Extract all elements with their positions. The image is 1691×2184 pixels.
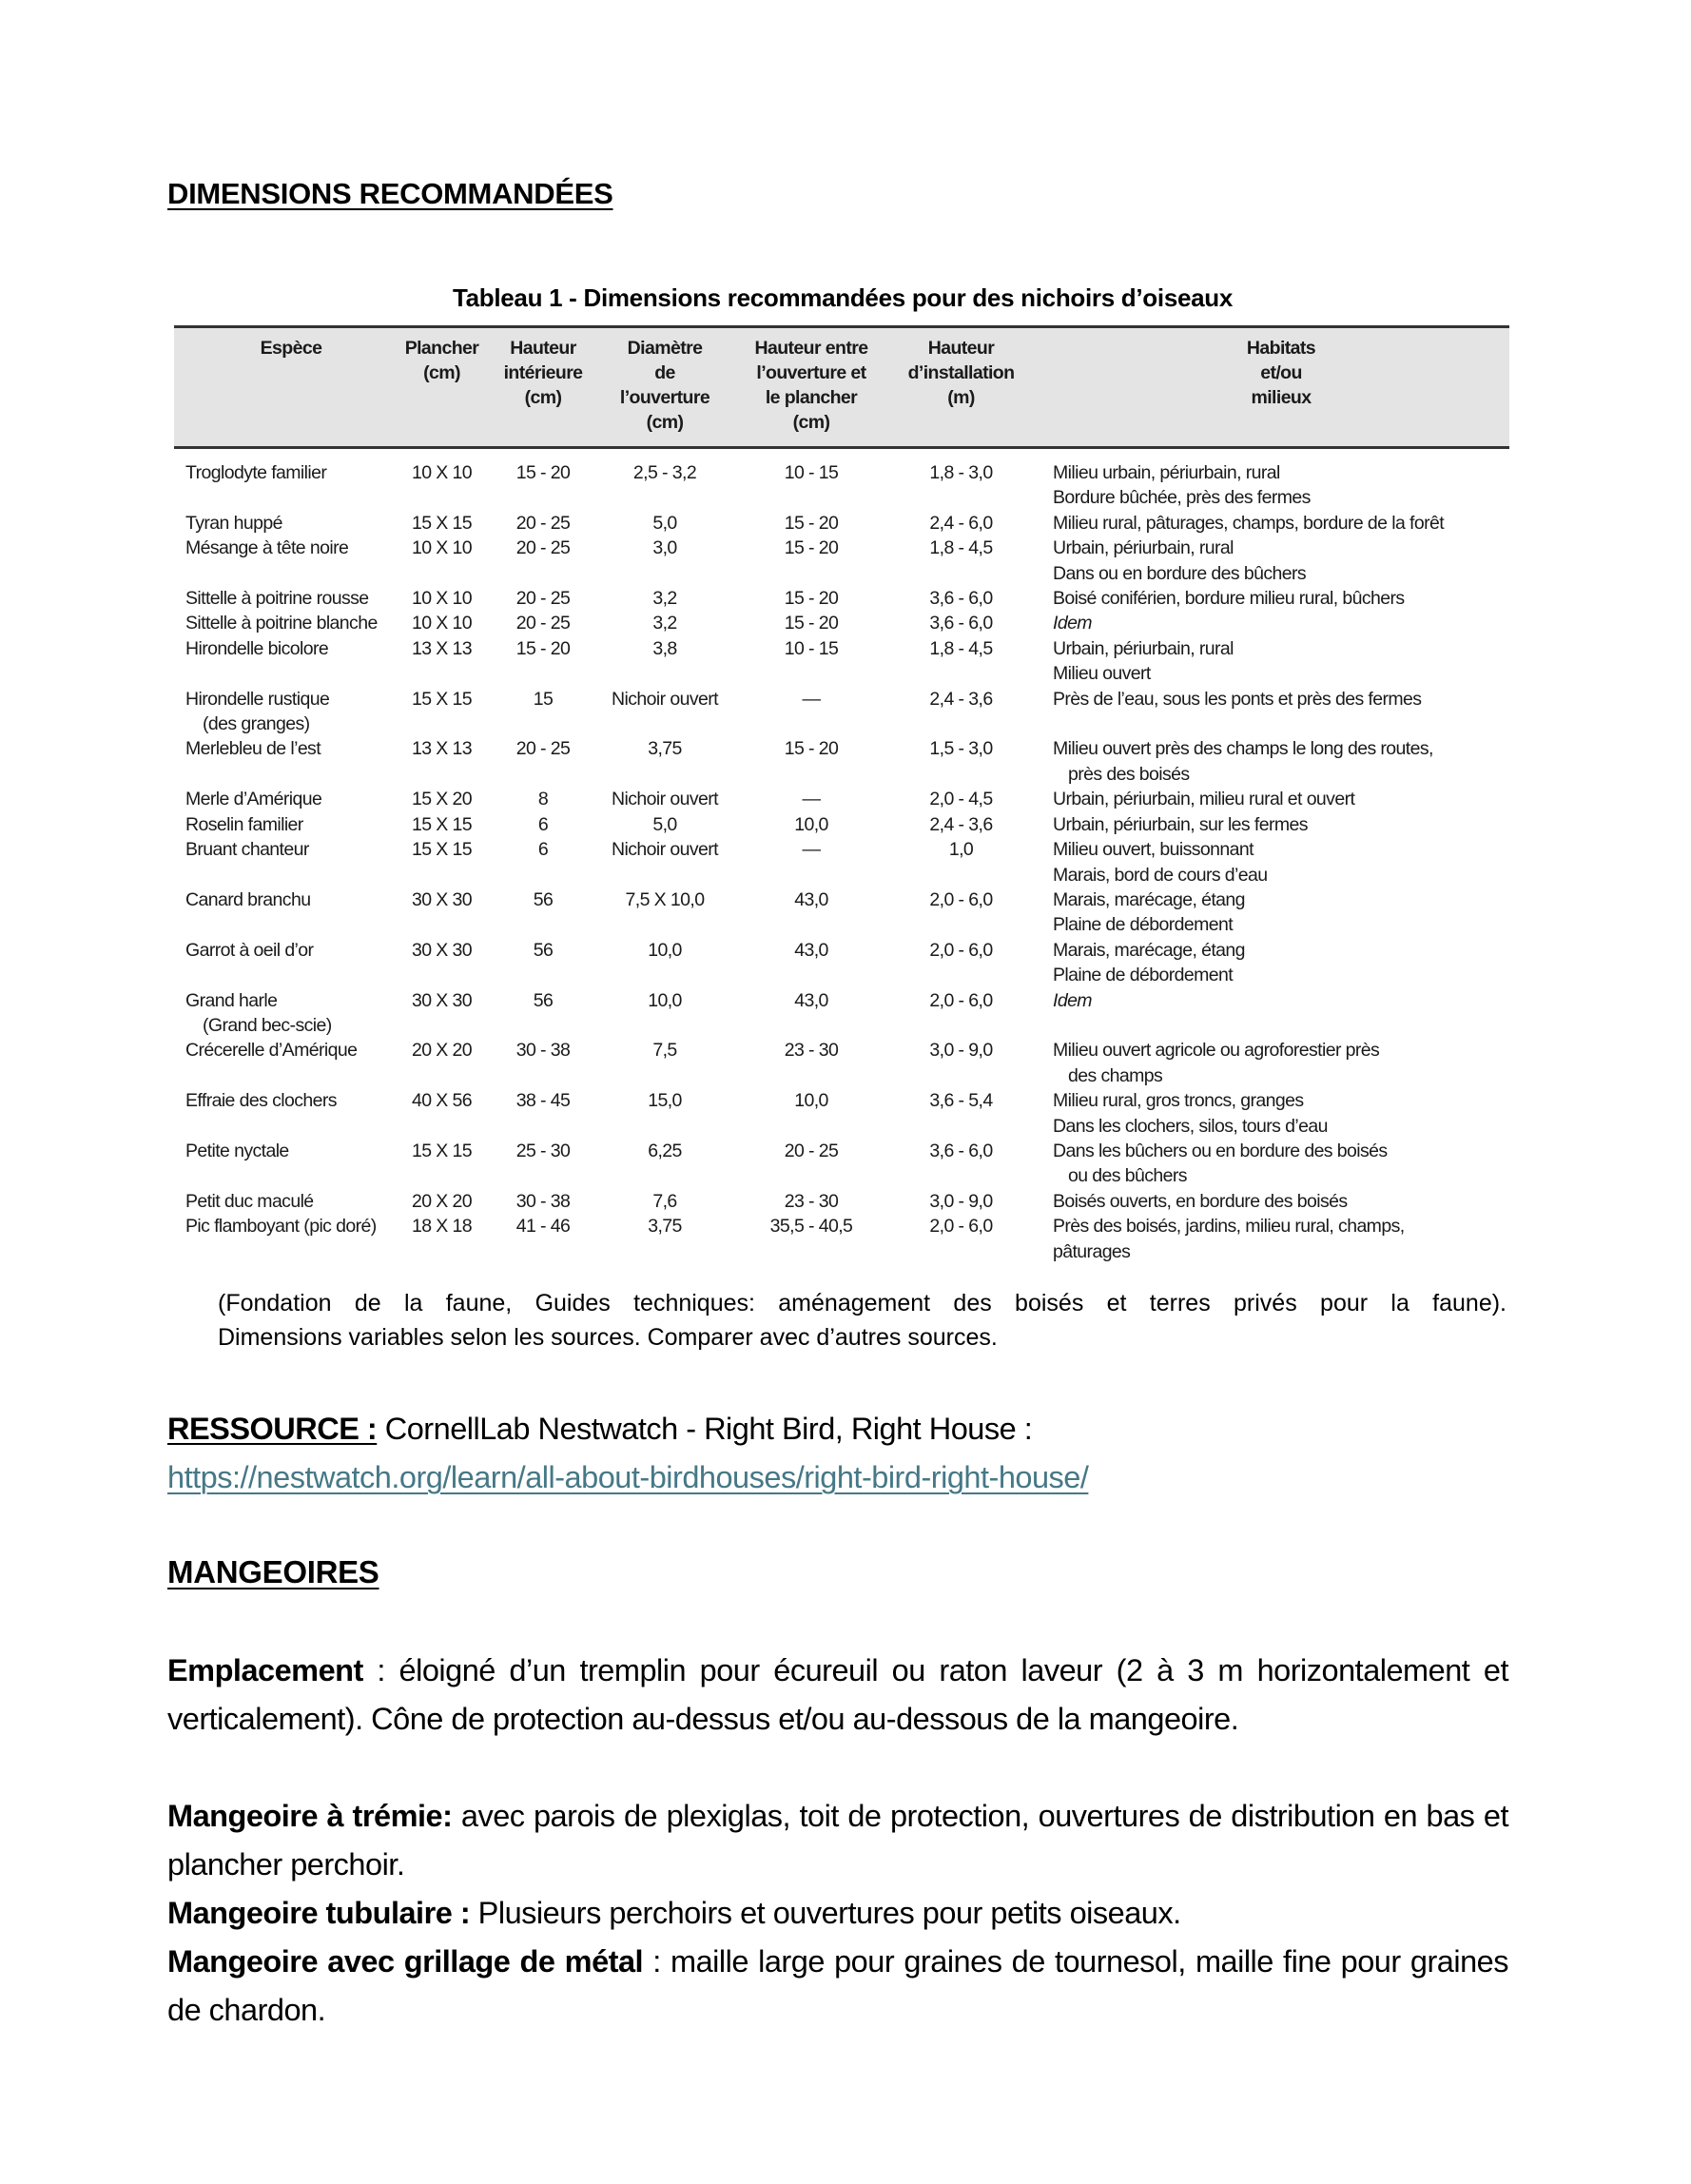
cell-habitat — [1030, 1139, 1509, 1189]
cell-habitat — [1030, 511, 1509, 536]
habitat-line: Idem — [1053, 989, 1092, 1011]
cell-install-height: 1,8 - 3,0 — [929, 462, 993, 483]
resource-paragraph — [167, 1405, 1508, 1502]
header-line: de — [654, 362, 675, 383]
caption-source: (Fondation de la faune, Guides techniques: aménagement des boisés et terres privés pour la faune). — [218, 1290, 1506, 1316]
cell-habitat — [1030, 636, 1509, 687]
header-line: l’ouverture et — [756, 362, 866, 383]
table-row — [174, 736, 1509, 787]
cell-inner-height: 30 - 38 — [515, 1190, 571, 1212]
cell-inner-height: 20 - 25 — [515, 738, 571, 760]
cell-habitat — [1030, 812, 1509, 837]
table-row — [174, 536, 1509, 586]
cell-install-height: 2,0 - 4,5 — [929, 789, 993, 810]
cell-floor: 15 X 15 — [411, 1140, 473, 1161]
cell-install-height: 3,0 - 9,0 — [929, 1040, 993, 1062]
species-name: Grand harle — [185, 989, 278, 1011]
habitat-line: ou des bûchers — [1068, 1165, 1187, 1187]
cell-species — [174, 988, 397, 1039]
col-header-floor — [397, 327, 487, 448]
cell-install-height: 2,0 - 6,0 — [929, 939, 993, 961]
resource-label: RESSOURCE : — [167, 1412, 378, 1446]
habitat-line: Près des boisés, jardins, milieu rural, champs, — [1053, 1216, 1405, 1238]
cell-inner-height: 6 — [537, 813, 549, 835]
habitat-line: Près de l’eau, sous les ponts et près des fermes — [1053, 688, 1422, 710]
cell-habitat — [1030, 887, 1509, 938]
cell-opening-diameter: 7,6 — [652, 1190, 677, 1212]
species-name: Troglodyte familier — [185, 462, 327, 483]
table-row — [174, 787, 1509, 811]
cell-habitat — [1030, 448, 1509, 511]
cell-opening-to-floor: 15 - 20 — [784, 537, 839, 559]
heading-mangeoires: MANGEOIRES — [167, 1554, 379, 1589]
cell-inner-height: 20 - 25 — [515, 512, 571, 534]
species-alt-name: (Grand bec-scie) — [203, 1014, 332, 1036]
habitat-line: Urbain, périurbain, sur les fermes — [1053, 813, 1308, 835]
cell-opening-to-floor: 15 - 20 — [784, 588, 839, 610]
feeder-mesh-label: Mangeoire avec grillage de métal — [167, 1944, 644, 1979]
cell-install-height: 1,5 - 3,0 — [929, 738, 993, 760]
habitat-line: Dans ou en bordure des bûchers — [1053, 562, 1307, 584]
cell-install-height: 2,0 - 6,0 — [929, 888, 993, 910]
table-row — [174, 586, 1509, 611]
cell-opening-diameter: 3,75 — [648, 1216, 682, 1238]
species-name: Garrot à oeil d’or — [185, 939, 314, 961]
table-row — [174, 1139, 1509, 1189]
cell-floor: 15 X 15 — [411, 688, 473, 710]
cell-opening-diameter: 10,0 — [648, 939, 682, 961]
cell-floor: 15 X 15 — [411, 813, 473, 835]
habitat-line: pâturages — [1053, 1240, 1131, 1262]
habitat-line: Dans les clochers, silos, tours d’eau — [1053, 1115, 1328, 1137]
cell-floor: 13 X 13 — [411, 637, 473, 659]
cell-install-height: 3,6 - 6,0 — [929, 1140, 993, 1161]
header-line: (cm) — [646, 412, 684, 433]
col-header-opening-to-floor — [730, 327, 892, 448]
cell-opening-diameter: 3,75 — [648, 738, 682, 760]
cell-floor: 10 X 10 — [411, 537, 473, 559]
cell-install-height: 1,0 — [948, 839, 974, 861]
feeder-mesh — [167, 1938, 1508, 2035]
feeder-mesh-text: : maille large pour graines de tournesol, maille fine pour graines de chardon. — [167, 1944, 1509, 2027]
cell-species — [174, 687, 397, 737]
habitat-line: Idem — [1053, 613, 1092, 634]
cell-opening-to-floor: 15 - 20 — [784, 613, 839, 634]
table-row — [174, 1038, 1509, 1088]
cell-opening-diameter: 2,5 - 3,2 — [632, 462, 697, 483]
emplacement-label: Emplacement — [167, 1653, 363, 1687]
cell-habitat — [1030, 988, 1509, 1039]
habitat-line: Boisés ouverts, en bordure des boisés — [1053, 1190, 1348, 1212]
cell-inner-height: 15 - 20 — [515, 462, 571, 483]
species-name: Pic flamboyant (pic doré) — [185, 1216, 377, 1238]
header-line: le plancher — [765, 387, 858, 408]
cell-opening-diameter: 3,2 — [652, 613, 677, 634]
cell-inner-height: 20 - 25 — [515, 537, 571, 559]
cell-species — [174, 938, 397, 988]
table-caption — [218, 1286, 1506, 1355]
resource-text: CornellLab Nestwatch - Right Bird, Right House : — [377, 1412, 1033, 1446]
cell-opening-to-floor: 15 - 20 — [784, 738, 839, 760]
col-header-install-height — [892, 327, 1030, 448]
habitat-line: Marais, bord de cours d’eau — [1053, 864, 1268, 886]
cell-habitat — [1030, 837, 1509, 887]
cell-inner-height: 8 — [537, 789, 549, 810]
cell-habitat — [1030, 736, 1509, 787]
habitat-line: Marais, marécage, étang — [1053, 939, 1245, 961]
col-header-opening-diameter — [599, 327, 730, 448]
table-row — [174, 611, 1509, 635]
col-header-inner-height — [487, 327, 599, 448]
species-name: Hirondelle rustique — [185, 688, 330, 710]
table-row — [174, 511, 1509, 536]
habitat-line: Bordure bûchée, près des fermes — [1053, 487, 1311, 509]
cell-floor: 10 X 10 — [411, 613, 473, 634]
cell-floor: 20 X 20 — [411, 1040, 473, 1062]
col-header-habitat — [1030, 327, 1509, 448]
header-line: Hauteur entre — [754, 338, 868, 359]
cell-inner-height: 20 - 25 — [515, 588, 571, 610]
cell-install-height: 3,6 - 6,0 — [929, 588, 993, 610]
species-name: Tyran huppé — [185, 512, 282, 534]
header-line: milieux — [1251, 387, 1312, 408]
cell-habitat — [1030, 1189, 1509, 1214]
feeder-types — [167, 1792, 1508, 2035]
header-line: (m) — [947, 387, 975, 408]
cell-floor: 10 X 10 — [411, 588, 473, 610]
cell-install-height: 3,6 - 5,4 — [929, 1090, 993, 1112]
header-line: Espèce — [260, 338, 322, 359]
cell-habitat — [1030, 586, 1509, 611]
species-name: Merle d’Amérique — [185, 789, 322, 810]
habitat-line: Milieu urbain, périurbain, rural — [1053, 462, 1280, 483]
cell-floor: 15 X 15 — [411, 512, 473, 534]
feeder-hopper-text: avec parois de plexiglas, toit de protection, ouvertures de distribution en bas et plancher perchoir. — [167, 1799, 1508, 1882]
table-row — [174, 687, 1509, 737]
habitat-line: Milieu ouvert agricole ou agroforestier près — [1053, 1040, 1380, 1062]
habitat-line: Milieu ouvert — [1053, 663, 1151, 685]
habitat-line: Milieu ouvert, buissonnant — [1053, 839, 1254, 861]
emplacement-text: : éloigné d’un tremplin pour écureuil ou raton laveur (2 à 3 m horizontalement et verticalement). Cône de protection au-dessus et/ou au-dessous de la mangeoire. — [167, 1653, 1508, 1736]
cell-floor: 20 X 20 — [411, 1190, 473, 1212]
col-header-species — [174, 327, 397, 448]
table-body — [174, 448, 1509, 1265]
feeder-tube-label: Mangeoire tubulaire : — [167, 1896, 471, 1930]
cell-opening-to-floor: 35,5 - 40,5 — [769, 1216, 853, 1238]
cell-inner-height: 56 — [533, 939, 554, 961]
habitat-line: Milieu rural, pâturages, champs, bordure de la forêt — [1053, 512, 1445, 534]
cell-opening-diameter: Nichoir ouvert — [612, 789, 718, 810]
species-name: Petite nyctale — [185, 1140, 289, 1161]
species-name: Effraie des clochers — [185, 1090, 337, 1112]
cell-floor: 30 X 30 — [411, 989, 473, 1011]
cell-opening-to-floor: 23 - 30 — [784, 1190, 839, 1212]
header-line: Diamètre — [627, 338, 703, 359]
habitat-line: Urbain, périurbain, rural — [1053, 537, 1234, 559]
cell-opening-diameter: 5,0 — [652, 813, 677, 835]
cell-habitat — [1030, 611, 1509, 635]
table-row — [174, 1189, 1509, 1214]
cell-install-height: 2,0 - 6,0 — [929, 989, 993, 1011]
cell-inner-height: 38 - 45 — [515, 1090, 571, 1112]
table-row — [174, 448, 1509, 511]
cell-species — [174, 511, 397, 536]
header-line: Plancher — [404, 338, 479, 359]
habitat-line: Milieu rural, gros troncs, granges — [1053, 1090, 1304, 1112]
species-name: Hirondelle bicolore — [185, 637, 329, 659]
cell-floor: 30 X 30 — [411, 939, 473, 961]
cell-floor: 15 X 20 — [411, 789, 473, 810]
cell-habitat — [1030, 1214, 1509, 1264]
cell-opening-to-floor: 43,0 — [794, 989, 828, 1011]
cell-species — [174, 536, 397, 586]
species-name: Bruant chanteur — [185, 839, 309, 861]
header-line: Habitats — [1246, 338, 1316, 359]
cell-inner-height: 56 — [533, 888, 554, 910]
species-name: Canard branchu — [185, 888, 311, 910]
cell-floor: 18 X 18 — [411, 1216, 473, 1238]
habitat-line: Plaine de débordement — [1053, 965, 1234, 986]
cell-opening-diameter: 3,2 — [652, 588, 677, 610]
cell-opening-to-floor: 10 - 15 — [784, 637, 839, 659]
table-row — [174, 837, 1509, 887]
cell-opening-to-floor: — — [802, 688, 821, 710]
feeder-hopper — [167, 1792, 1508, 1889]
cell-inner-height: 20 - 25 — [515, 613, 571, 634]
cell-opening-diameter: Nichoir ouvert — [612, 839, 718, 861]
cell-species — [174, 586, 397, 611]
habitat-line: Plaine de débordement — [1053, 914, 1234, 936]
cell-opening-to-floor: 23 - 30 — [784, 1040, 839, 1062]
table-figure — [174, 283, 1509, 1264]
header-line: (cm) — [423, 362, 460, 383]
cell-species — [174, 1139, 397, 1189]
table-row — [174, 887, 1509, 938]
cell-species — [174, 1189, 397, 1214]
table-row — [174, 1088, 1509, 1139]
cell-install-height: 2,4 - 3,6 — [929, 688, 993, 710]
species-name: Sittelle à poitrine blanche — [185, 613, 378, 634]
cell-habitat — [1030, 1088, 1509, 1139]
table-row — [174, 938, 1509, 988]
cell-opening-diameter: 3,8 — [652, 637, 677, 659]
cell-opening-to-floor: 43,0 — [794, 939, 828, 961]
table-row — [174, 1214, 1509, 1264]
cell-opening-to-floor: 10 - 15 — [784, 462, 839, 483]
cell-species — [174, 736, 397, 787]
cell-opening-diameter: 5,0 — [652, 512, 677, 534]
cell-floor: 40 X 56 — [411, 1090, 473, 1112]
table-row — [174, 812, 1509, 837]
cell-opening-diameter: 7,5 — [652, 1040, 677, 1062]
cell-floor: 10 X 10 — [411, 462, 473, 483]
header-line: l’ouverture — [619, 387, 710, 408]
header-line: d’installation — [907, 362, 1015, 383]
species-name: Petit duc maculé — [185, 1190, 314, 1212]
cell-opening-diameter: 3,0 — [652, 537, 677, 559]
header-line: intérieure — [503, 362, 583, 383]
cell-install-height: 3,6 - 6,0 — [929, 613, 993, 634]
cell-opening-to-floor: — — [802, 839, 821, 861]
cell-inner-height: 41 - 46 — [515, 1216, 571, 1238]
species-name: Sittelle à poitrine rousse — [185, 588, 369, 610]
cell-inner-height: 15 — [533, 688, 554, 710]
header-line: Hauteur — [927, 338, 995, 359]
habitat-line: Dans les bûchers ou en bordure des boisés — [1053, 1140, 1388, 1161]
cell-species — [174, 787, 397, 811]
cell-species — [174, 887, 397, 938]
cell-habitat — [1030, 687, 1509, 737]
habitat-line: Boisé coniférien, bordure milieu rural, bûchers — [1053, 588, 1405, 610]
nestwatch-link[interactable]: https://nestwatch.org/learn/all-about-birdhouses/right-bird-right-house/ — [167, 1460, 1089, 1494]
species-name: Crécerelle d’Amérique — [185, 1040, 358, 1062]
cell-install-height: 3,0 - 9,0 — [929, 1190, 993, 1212]
heading-dimensions: DIMENSIONS RECOMMANDÉES — [167, 177, 613, 210]
species-alt-name: (des granges) — [203, 713, 310, 735]
header-line: (cm) — [524, 387, 562, 408]
cell-habitat — [1030, 1038, 1509, 1088]
cell-opening-diameter: 10,0 — [648, 989, 682, 1011]
caption-note: Dimensions variables selon les sources. Comparer avec d’autres sources. — [218, 1324, 998, 1351]
habitat-line: Marais, marécage, étang — [1053, 888, 1245, 910]
table-row — [174, 636, 1509, 687]
cell-inner-height: 15 - 20 — [515, 637, 571, 659]
cell-opening-to-floor: — — [802, 789, 821, 810]
cell-inner-height: 6 — [537, 839, 549, 861]
table-header-row — [174, 327, 1509, 448]
cell-species — [174, 1088, 397, 1139]
habitat-line: Milieu ouvert près des champs le long des routes, — [1053, 738, 1433, 760]
cell-inner-height: 30 - 38 — [515, 1040, 571, 1062]
species-name: Roselin familier — [185, 813, 303, 835]
cell-inner-height: 25 - 30 — [515, 1140, 571, 1161]
cell-opening-to-floor: 20 - 25 — [784, 1140, 839, 1161]
cell-habitat — [1030, 787, 1509, 811]
cell-install-height: 1,8 - 4,5 — [929, 537, 993, 559]
cell-opening-to-floor: 15 - 20 — [784, 512, 839, 534]
cell-install-height: 2,4 - 3,6 — [929, 813, 993, 835]
cell-species — [174, 636, 397, 687]
cell-species — [174, 611, 397, 635]
cell-species — [174, 812, 397, 837]
habitat-line: près des boisés — [1068, 763, 1190, 785]
cell-inner-height: 56 — [533, 989, 554, 1011]
species-name: Merlebleu de l’est — [185, 738, 321, 760]
cell-species — [174, 1214, 397, 1264]
nest-box-dimensions-table — [174, 325, 1509, 1264]
feeder-tube — [167, 1889, 1508, 1938]
cell-opening-diameter: 6,25 — [648, 1140, 682, 1161]
table-row — [174, 988, 1509, 1039]
cell-opening-diameter: Nichoir ouvert — [612, 688, 718, 710]
emplacement-paragraph — [167, 1647, 1508, 1744]
feeder-tube-text: Plusieurs perchoirs et ouvertures pour petits oiseaux. — [470, 1896, 1181, 1930]
cell-opening-to-floor: 10,0 — [794, 1090, 828, 1112]
cell-species — [174, 448, 397, 511]
header-line: et/ou — [1260, 362, 1302, 383]
feeder-hopper-label: Mangeoire à trémie: — [167, 1799, 453, 1833]
cell-opening-to-floor: 10,0 — [794, 813, 828, 835]
cell-floor: 30 X 30 — [411, 888, 473, 910]
cell-opening-to-floor: 43,0 — [794, 888, 828, 910]
table-title: Tableau 1 - Dimensions recommandées pour des nichoirs d’oiseaux — [452, 283, 1234, 312]
cell-species — [174, 837, 397, 887]
habitat-line: Urbain, périurbain, rural — [1053, 637, 1234, 659]
header-line: (cm) — [792, 412, 830, 433]
cell-opening-diameter: 15,0 — [648, 1090, 682, 1112]
cell-install-height: 1,8 - 4,5 — [929, 637, 993, 659]
cell-install-height: 2,0 - 6,0 — [929, 1216, 993, 1238]
habitat-line: Urbain, périurbain, milieu rural et ouvert — [1053, 789, 1355, 810]
cell-floor: 15 X 15 — [411, 839, 473, 861]
cell-install-height: 2,4 - 6,0 — [929, 512, 993, 534]
cell-habitat — [1030, 938, 1509, 988]
header-line: Hauteur — [510, 338, 576, 359]
cell-floor: 13 X 13 — [411, 738, 473, 760]
habitat-line: des champs — [1068, 1064, 1163, 1086]
cell-habitat — [1030, 536, 1509, 586]
cell-opening-diameter: 7,5 X 10,0 — [625, 888, 705, 910]
species-name: Mésange à tête noire — [185, 537, 349, 559]
cell-species — [174, 1038, 397, 1088]
